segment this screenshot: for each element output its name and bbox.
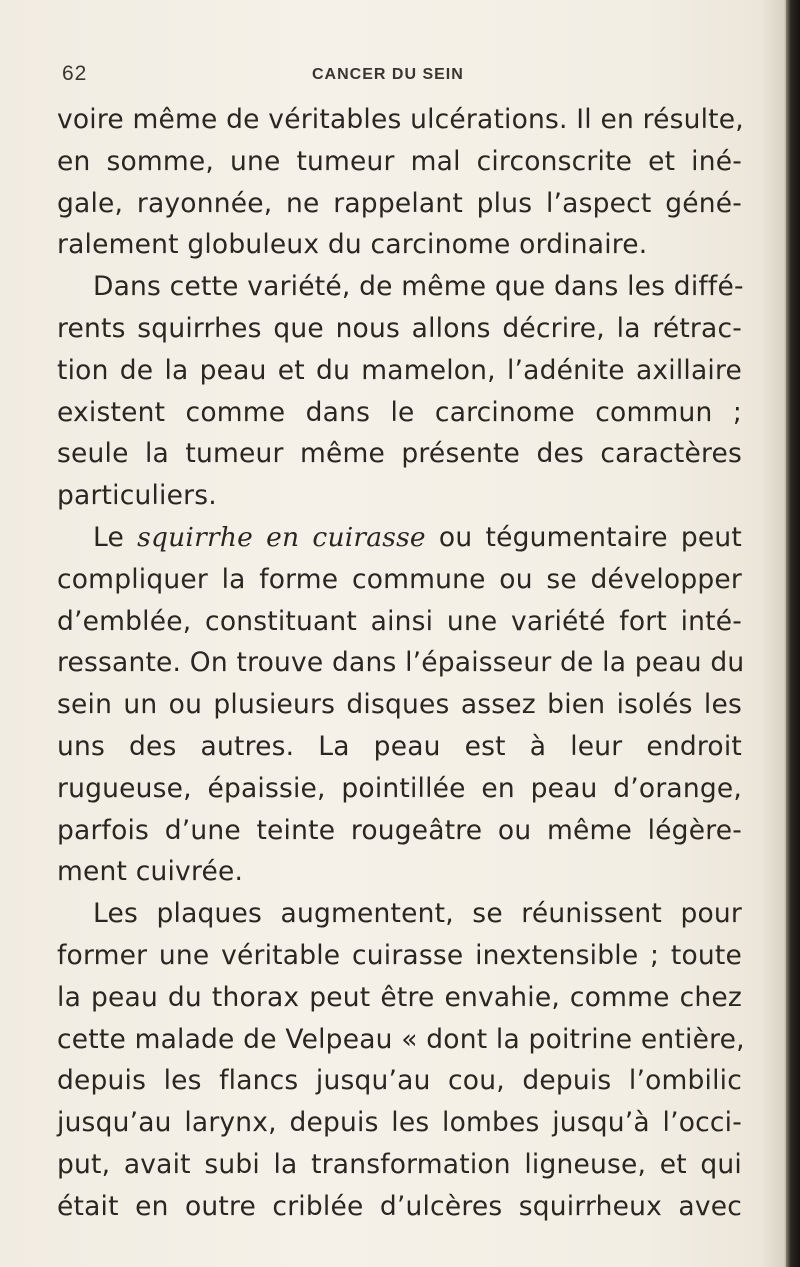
text-line: former une véritable cuirasse inextensible ; toute (57, 939, 742, 971)
text-line: ment cuivrée. (57, 856, 244, 888)
text-line: la peau du thorax peut être envahie, comme chez (57, 981, 742, 1013)
body-text (57, 99, 745, 1228)
text-line: ressante. On trouve dans l’épaisseur de la peau du (57, 647, 745, 679)
text-line: jusqu’au larynx, depuis les lombes jusqu’à l’occi- (57, 1107, 742, 1139)
text-line: depuis les flancs jusqu’au cou, depuis l’ombilic (57, 1065, 742, 1097)
text-segment: Le (93, 521, 138, 553)
text-line: particuliers. (57, 480, 217, 512)
text-line: uns des autres. La peau est à leur endroit (57, 730, 742, 762)
text-line: Les plaques augmentent, se réunissent pour (93, 898, 742, 930)
text-segment: ou tégumentaire peut (425, 521, 742, 553)
text-line: gale, rayonnée, ne rappelant plus l’aspect géné- (57, 187, 742, 219)
text-line: parfois d’une teinte rougeâtre ou même légère- (57, 814, 742, 846)
text-line-with-italic (57, 517, 742, 559)
page-number: 62 (62, 62, 88, 85)
text-line: existent comme dans le carcinome commun ; (57, 396, 742, 428)
text-line: rugueuse, épaissie, pointillée en peau d’orange, (57, 772, 742, 804)
text-line: sein un ou plusieurs disques assez bien isolés les (57, 689, 742, 721)
text-line: d’emblée, constituant ainsi une variété fort inté- (57, 605, 742, 637)
text-line: Dans cette variété, de même que dans les diffé- (93, 271, 744, 303)
text-line: tion de la peau et du mamelon, l’adénite axillaire (57, 354, 742, 386)
text-line: seule la tumeur même présente des caractères (57, 438, 742, 470)
text-line: était en outre criblée d’ulcères squirrheux avec (57, 1190, 742, 1222)
text-line: compliquer la forme commune ou se développer (57, 563, 742, 595)
text-line: rents squirrhes que nous allons décrire, la rétrac- (57, 312, 742, 344)
italic-term: squirrhe en cuirasse (137, 521, 426, 553)
text-line: cette malade de Velpeau « dont la poitrine entière, (57, 1023, 745, 1055)
running-head: CANCER DU SEIN (312, 66, 464, 83)
text-line: ralement globuleux du carcinome ordinaire. (57, 229, 648, 261)
text-line: put, avait subi la transformation ligneuse, et qui (57, 1148, 742, 1180)
text-line: voire même de véritables ulcérations. Il en résulte, (57, 104, 744, 135)
text-line: en somme, une tumeur mal circonscrite et iné- (57, 145, 742, 177)
page-binding-edge (786, 0, 800, 1267)
